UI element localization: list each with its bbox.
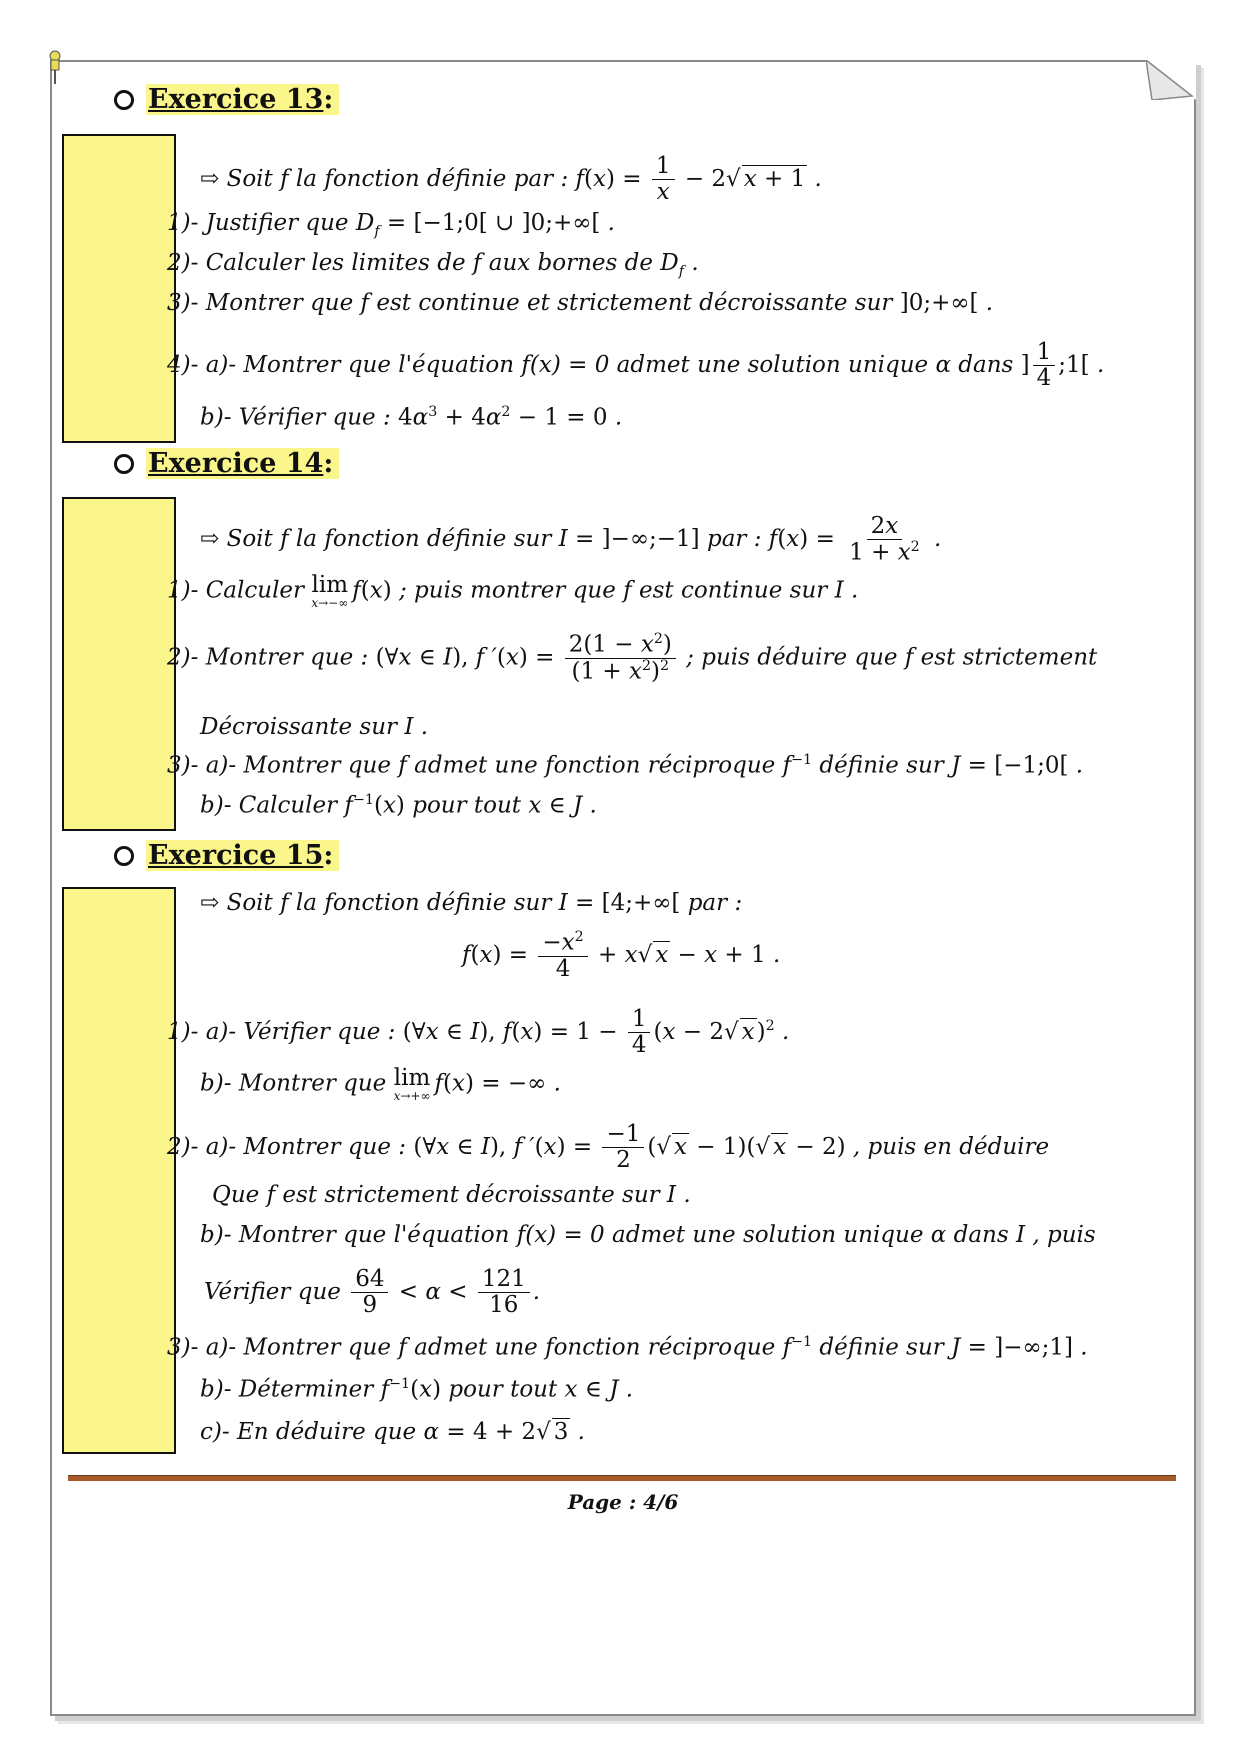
exercise-line: c)- En déduire que α = 4 + 2√ 3 .	[200, 1419, 585, 1445]
exercise-line: 2)- Calculer les limites de f aux bornes de $D_f$ .	[167, 250, 699, 280]
page-curl-icon	[1146, 60, 1196, 100]
exercise-line: 1)- Calculer lim x→−∞ f(x) ; puis montrer que f est continue sur I .	[167, 572, 859, 610]
exercise-15-header	[114, 840, 339, 871]
footer-rule	[68, 1475, 1176, 1481]
exercise-line: 3)- a)- Montrer que f admet une fonction réciproque $f^{-1}$ définie sur J = [−1;0[ .	[167, 752, 1084, 779]
exercise-line: Que f est strictement décroissante sur I .	[212, 1182, 691, 1208]
exercise-line: 1)- a)- Vérifier que : (∀x ∈ I), f(x) = 1 − $\frac{1}{4}$ (x − 2√ x)$^2$ .	[167, 1006, 790, 1059]
exercise-title: Exercice 15:	[146, 840, 339, 871]
exercise-line: Vérifier que $\frac{64}{9}$ < α < $\frac{121}{16}$ .	[204, 1266, 541, 1319]
exercise-line: b)- Montrer que lim x→+∞ f(x) = −∞ .	[200, 1065, 561, 1103]
circle-bullet-icon	[114, 90, 134, 110]
circle-bullet-icon	[114, 454, 134, 474]
exercise-line: b)- Montrer que l'équation f(x) = 0 admet une solution unique α dans I , puis	[200, 1222, 1096, 1248]
exercise-line: Décroissante sur I .	[200, 714, 429, 740]
page-sheet	[50, 60, 1196, 1716]
margin-box	[62, 887, 176, 1454]
exercise-line: ⇨ Soit f la fonction définie sur I = [4;+∞[ par :	[200, 890, 743, 916]
exercise-line: b)- Calculer $f^{-1}(x)$ pour tout x ∈ J .	[200, 792, 597, 819]
exercise-14-header	[114, 448, 339, 479]
exercise-line: 3)- a)- Montrer que f admet une fonction réciproque $f^{-1}$ définie sur J = ]−∞;1] .	[167, 1334, 1088, 1361]
exercise-line: b)- Déterminer $f^{-1}(x)$ pour tout x ∈ J .	[200, 1376, 634, 1403]
page-number: Page : 4/6	[567, 1490, 679, 1514]
pushpin-icon	[44, 50, 66, 86]
exercise-title: Exercice 14:	[146, 448, 339, 479]
circle-bullet-icon	[114, 846, 134, 866]
exercise-line: 2)- Montrer que : (∀x ∈ I), f ′(x) = $\frac{2(1 - x^2)}{(1 + x^2)^2}$ ; puis déduire que f est strictement	[167, 631, 1098, 685]
exercise-line: 1)- Justifier que $D_f$ = [−1;0[ ∪ ]0;+∞[ .	[167, 210, 615, 240]
exercise-line: b)- Vérifier que : $4\alpha^3 + 4\alpha^2 - 1 = 0$ .	[200, 404, 623, 431]
exercise-line: ⇨ Soit f la fonction définie par : f(x) = $\frac{1}{x}$ − 2√ x + 1 .	[200, 153, 822, 206]
exercise-line: 2)- a)- Montrer que : (∀x ∈ I), f ′(x) = $\frac{-1}{2}$ (√ x − 1)(√ x − 2) , puis en déduire	[167, 1121, 1050, 1174]
exercise-title: Exercice 13:	[146, 84, 339, 115]
exercise-line: 4)- a)- Montrer que l'équation f(x) = 0 admet une solution unique α dans ] $\frac{1}{4}$ ;1[ .	[167, 339, 1105, 392]
exercise-line: ⇨ Soit f la fonction définie sur I = ]−∞;−1] par : f(x) = $\frac{2x}{1 + x^2}$ .	[200, 513, 942, 566]
margin-box	[62, 497, 176, 831]
margin-box	[62, 134, 176, 443]
exercise-13-header	[114, 84, 339, 115]
exercise-line: 3)- Montrer que f est continue et strictement décroissante sur ]0;+∞[ .	[167, 290, 994, 316]
formula-line: f(x) = $\frac{-x^2}{4}$ + x√ x − x + 1 .	[462, 929, 781, 982]
